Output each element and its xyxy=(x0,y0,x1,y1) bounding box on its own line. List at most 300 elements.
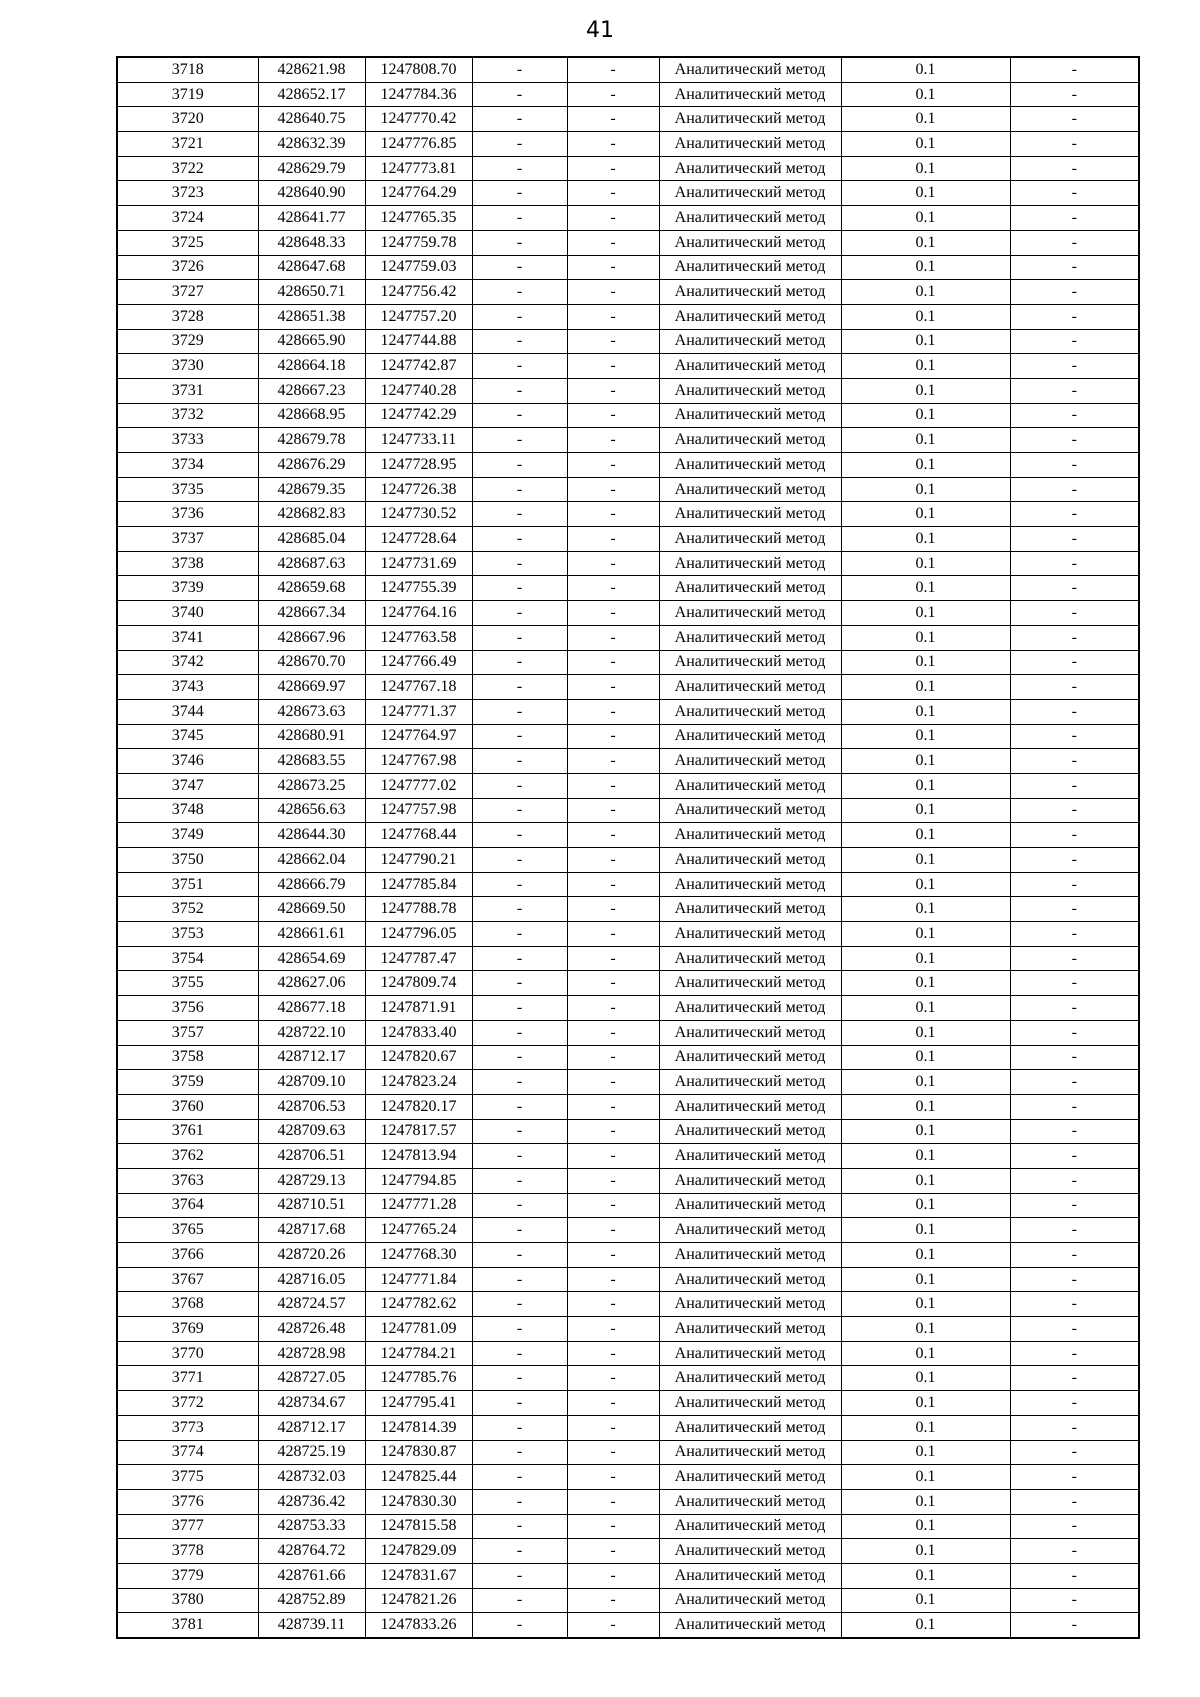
y-coordinate-cell: 1247765.35 xyxy=(365,206,472,231)
point-number-cell: 3720 xyxy=(117,107,258,132)
empty-cell-c: - xyxy=(1010,107,1139,132)
empty-cell-b: - xyxy=(567,1563,659,1588)
empty-cell-a: - xyxy=(472,675,567,700)
accuracy-cell: 0.1 xyxy=(841,922,1010,947)
x-coordinate-cell: 428679.35 xyxy=(258,477,365,502)
empty-cell-b: - xyxy=(567,1119,659,1144)
x-coordinate-cell: 428668.95 xyxy=(258,403,365,428)
point-number-cell: 3736 xyxy=(117,502,258,527)
accuracy-cell: 0.1 xyxy=(841,1489,1010,1514)
y-coordinate-cell: 1247726.38 xyxy=(365,477,472,502)
x-coordinate-cell: 428679.78 xyxy=(258,428,365,453)
method-cell: Аналитический метод xyxy=(659,946,841,971)
x-coordinate-cell: 428729.13 xyxy=(258,1168,365,1193)
method-cell: Аналитический метод xyxy=(659,1588,841,1613)
x-coordinate-cell: 428685.04 xyxy=(258,527,365,552)
empty-cell-b: - xyxy=(567,650,659,675)
method-cell: Аналитический метод xyxy=(659,1514,841,1539)
method-cell: Аналитический метод xyxy=(659,872,841,897)
empty-cell-c: - xyxy=(1010,1563,1139,1588)
accuracy-cell: 0.1 xyxy=(841,354,1010,379)
y-coordinate-cell: 1247728.95 xyxy=(365,453,472,478)
y-coordinate-cell: 1247742.29 xyxy=(365,403,472,428)
table-row xyxy=(117,872,1139,897)
y-coordinate-cell: 1247770.42 xyxy=(365,107,472,132)
method-cell: Аналитический метод xyxy=(659,897,841,922)
method-cell: Аналитический метод xyxy=(659,1391,841,1416)
accuracy-cell: 0.1 xyxy=(841,1440,1010,1465)
point-number-cell: 3721 xyxy=(117,132,258,157)
table-row xyxy=(117,107,1139,132)
x-coordinate-cell: 428683.55 xyxy=(258,749,365,774)
accuracy-cell: 0.1 xyxy=(841,798,1010,823)
table-row xyxy=(117,132,1139,157)
empty-cell-c: - xyxy=(1010,897,1139,922)
method-cell: Аналитический метод xyxy=(659,1070,841,1095)
x-coordinate-cell: 428753.33 xyxy=(258,1514,365,1539)
x-coordinate-cell: 428724.57 xyxy=(258,1292,365,1317)
x-coordinate-cell: 428621.98 xyxy=(258,57,365,82)
x-coordinate-cell: 428752.89 xyxy=(258,1588,365,1613)
point-number-cell: 3747 xyxy=(117,773,258,798)
method-cell: Аналитический метод xyxy=(659,1144,841,1169)
y-coordinate-cell: 1247830.30 xyxy=(365,1489,472,1514)
table-row xyxy=(117,181,1139,206)
point-number-cell: 3780 xyxy=(117,1588,258,1613)
empty-cell-a: - xyxy=(472,329,567,354)
accuracy-cell: 0.1 xyxy=(841,1292,1010,1317)
y-coordinate-cell: 1247825.44 xyxy=(365,1465,472,1490)
empty-cell-c: - xyxy=(1010,650,1139,675)
empty-cell-c: - xyxy=(1010,57,1139,82)
method-cell: Аналитический метод xyxy=(659,1415,841,1440)
point-number-cell: 3762 xyxy=(117,1144,258,1169)
empty-cell-b: - xyxy=(567,946,659,971)
empty-cell-c: - xyxy=(1010,527,1139,552)
empty-cell-a: - xyxy=(472,773,567,798)
point-number-cell: 3758 xyxy=(117,1045,258,1070)
empty-cell-a: - xyxy=(472,872,567,897)
x-coordinate-cell: 428710.51 xyxy=(258,1193,365,1218)
accuracy-cell: 0.1 xyxy=(841,650,1010,675)
table-row xyxy=(117,230,1139,255)
table-row xyxy=(117,625,1139,650)
method-cell: Аналитический метод xyxy=(659,1119,841,1144)
table-row xyxy=(117,57,1139,82)
y-coordinate-cell: 1247731.69 xyxy=(365,551,472,576)
empty-cell-c: - xyxy=(1010,1588,1139,1613)
table-row xyxy=(117,1267,1139,1292)
point-number-cell: 3760 xyxy=(117,1094,258,1119)
x-coordinate-cell: 428667.34 xyxy=(258,601,365,626)
empty-cell-c: - xyxy=(1010,1168,1139,1193)
point-number-cell: 3732 xyxy=(117,403,258,428)
point-number-cell: 3723 xyxy=(117,181,258,206)
method-cell: Аналитический метод xyxy=(659,1218,841,1243)
y-coordinate-cell: 1247833.26 xyxy=(365,1613,472,1638)
y-coordinate-cell: 1247764.16 xyxy=(365,601,472,626)
x-coordinate-cell: 428670.70 xyxy=(258,650,365,675)
y-coordinate-cell: 1247768.30 xyxy=(365,1243,472,1268)
y-coordinate-cell: 1247794.85 xyxy=(365,1168,472,1193)
empty-cell-b: - xyxy=(567,724,659,749)
empty-cell-b: - xyxy=(567,675,659,700)
y-coordinate-cell: 1247771.28 xyxy=(365,1193,472,1218)
point-number-cell: 3768 xyxy=(117,1292,258,1317)
method-cell: Аналитический метод xyxy=(659,724,841,749)
x-coordinate-cell: 428682.83 xyxy=(258,502,365,527)
table-row xyxy=(117,971,1139,996)
empty-cell-b: - xyxy=(567,996,659,1021)
method-cell: Аналитический метод xyxy=(659,749,841,774)
table-row xyxy=(117,1045,1139,1070)
method-cell: Аналитический метод xyxy=(659,181,841,206)
table-row xyxy=(117,897,1139,922)
empty-cell-b: - xyxy=(567,304,659,329)
empty-cell-c: - xyxy=(1010,477,1139,502)
empty-cell-c: - xyxy=(1010,1539,1139,1564)
y-coordinate-cell: 1247830.87 xyxy=(365,1440,472,1465)
y-coordinate-cell: 1247796.05 xyxy=(365,922,472,947)
method-cell: Аналитический метод xyxy=(659,107,841,132)
y-coordinate-cell: 1247815.58 xyxy=(365,1514,472,1539)
x-coordinate-cell: 428632.39 xyxy=(258,132,365,157)
point-number-cell: 3725 xyxy=(117,230,258,255)
x-coordinate-cell: 428650.71 xyxy=(258,280,365,305)
accuracy-cell: 0.1 xyxy=(841,1020,1010,1045)
x-coordinate-cell: 428734.67 xyxy=(258,1391,365,1416)
empty-cell-c: - xyxy=(1010,1020,1139,1045)
method-cell: Аналитический метод xyxy=(659,57,841,82)
empty-cell-a: - xyxy=(472,206,567,231)
accuracy-cell: 0.1 xyxy=(841,477,1010,502)
table-row xyxy=(117,724,1139,749)
method-cell: Аналитический метод xyxy=(659,576,841,601)
empty-cell-b: - xyxy=(567,773,659,798)
empty-cell-a: - xyxy=(472,1465,567,1490)
empty-cell-b: - xyxy=(567,1366,659,1391)
accuracy-cell: 0.1 xyxy=(841,848,1010,873)
method-cell: Аналитический метод xyxy=(659,230,841,255)
table-row xyxy=(117,946,1139,971)
empty-cell-b: - xyxy=(567,403,659,428)
empty-cell-a: - xyxy=(472,181,567,206)
table-row xyxy=(117,1440,1139,1465)
empty-cell-c: - xyxy=(1010,1045,1139,1070)
empty-cell-c: - xyxy=(1010,1094,1139,1119)
x-coordinate-cell: 428629.79 xyxy=(258,156,365,181)
method-cell: Аналитический метод xyxy=(659,1020,841,1045)
table-row xyxy=(117,527,1139,552)
empty-cell-c: - xyxy=(1010,996,1139,1021)
y-coordinate-cell: 1247759.78 xyxy=(365,230,472,255)
empty-cell-b: - xyxy=(567,1415,659,1440)
y-coordinate-cell: 1247767.98 xyxy=(365,749,472,774)
method-cell: Аналитический метод xyxy=(659,378,841,403)
accuracy-cell: 0.1 xyxy=(841,1366,1010,1391)
x-coordinate-cell: 428641.77 xyxy=(258,206,365,231)
x-coordinate-cell: 428648.33 xyxy=(258,230,365,255)
accuracy-cell: 0.1 xyxy=(841,1045,1010,1070)
point-number-cell: 3739 xyxy=(117,576,258,601)
empty-cell-a: - xyxy=(472,1094,567,1119)
accuracy-cell: 0.1 xyxy=(841,1168,1010,1193)
y-coordinate-cell: 1247730.52 xyxy=(365,502,472,527)
empty-cell-c: - xyxy=(1010,453,1139,478)
empty-cell-a: - xyxy=(472,724,567,749)
accuracy-cell: 0.1 xyxy=(841,527,1010,552)
point-number-cell: 3753 xyxy=(117,922,258,947)
point-number-cell: 3733 xyxy=(117,428,258,453)
empty-cell-a: - xyxy=(472,428,567,453)
x-coordinate-cell: 428677.18 xyxy=(258,996,365,1021)
table-row xyxy=(117,1465,1139,1490)
empty-cell-a: - xyxy=(472,650,567,675)
y-coordinate-cell: 1247787.47 xyxy=(365,946,472,971)
point-number-cell: 3765 xyxy=(117,1218,258,1243)
empty-cell-c: - xyxy=(1010,946,1139,971)
table-row xyxy=(117,206,1139,231)
table-row xyxy=(117,1193,1139,1218)
accuracy-cell: 0.1 xyxy=(841,1144,1010,1169)
empty-cell-c: - xyxy=(1010,848,1139,873)
empty-cell-a: - xyxy=(472,453,567,478)
empty-cell-a: - xyxy=(472,1292,567,1317)
empty-cell-c: - xyxy=(1010,378,1139,403)
table-row xyxy=(117,1292,1139,1317)
x-coordinate-cell: 428761.66 xyxy=(258,1563,365,1588)
point-number-cell: 3728 xyxy=(117,304,258,329)
empty-cell-c: - xyxy=(1010,576,1139,601)
accuracy-cell: 0.1 xyxy=(841,1341,1010,1366)
table-row xyxy=(117,1317,1139,1342)
y-coordinate-cell: 1247781.09 xyxy=(365,1317,472,1342)
empty-cell-c: - xyxy=(1010,428,1139,453)
point-number-cell: 3752 xyxy=(117,897,258,922)
method-cell: Аналитический метод xyxy=(659,354,841,379)
point-number-cell: 3743 xyxy=(117,675,258,700)
x-coordinate-cell: 428720.26 xyxy=(258,1243,365,1268)
empty-cell-c: - xyxy=(1010,724,1139,749)
empty-cell-a: - xyxy=(472,946,567,971)
point-number-cell: 3778 xyxy=(117,1539,258,1564)
method-cell: Аналитический метод xyxy=(659,1465,841,1490)
table-row xyxy=(117,675,1139,700)
accuracy-cell: 0.1 xyxy=(841,453,1010,478)
empty-cell-c: - xyxy=(1010,354,1139,379)
table-row xyxy=(117,1218,1139,1243)
y-coordinate-cell: 1247765.24 xyxy=(365,1218,472,1243)
table-row xyxy=(117,354,1139,379)
table-row xyxy=(117,403,1139,428)
empty-cell-c: - xyxy=(1010,1465,1139,1490)
empty-cell-b: - xyxy=(567,897,659,922)
x-coordinate-cell: 428722.10 xyxy=(258,1020,365,1045)
point-number-cell: 3734 xyxy=(117,453,258,478)
point-number-cell: 3767 xyxy=(117,1267,258,1292)
empty-cell-c: - xyxy=(1010,1292,1139,1317)
point-number-cell: 3771 xyxy=(117,1366,258,1391)
empty-cell-b: - xyxy=(567,502,659,527)
method-cell: Аналитический метод xyxy=(659,477,841,502)
x-coordinate-cell: 428652.17 xyxy=(258,82,365,107)
empty-cell-a: - xyxy=(472,1588,567,1613)
y-coordinate-cell: 1247771.84 xyxy=(365,1267,472,1292)
empty-cell-b: - xyxy=(567,1045,659,1070)
y-coordinate-cell: 1247813.94 xyxy=(365,1144,472,1169)
x-coordinate-cell: 428651.38 xyxy=(258,304,365,329)
empty-cell-c: - xyxy=(1010,1193,1139,1218)
point-number-cell: 3751 xyxy=(117,872,258,897)
point-number-cell: 3761 xyxy=(117,1119,258,1144)
accuracy-cell: 0.1 xyxy=(841,82,1010,107)
point-number-cell: 3781 xyxy=(117,1613,258,1638)
empty-cell-a: - xyxy=(472,82,567,107)
empty-cell-c: - xyxy=(1010,1391,1139,1416)
empty-cell-b: - xyxy=(567,971,659,996)
table-row xyxy=(117,378,1139,403)
empty-cell-c: - xyxy=(1010,280,1139,305)
accuracy-cell: 0.1 xyxy=(841,181,1010,206)
y-coordinate-cell: 1247782.62 xyxy=(365,1292,472,1317)
empty-cell-b: - xyxy=(567,749,659,774)
x-coordinate-cell: 428640.90 xyxy=(258,181,365,206)
table-row xyxy=(117,1366,1139,1391)
y-coordinate-cell: 1247821.26 xyxy=(365,1588,472,1613)
empty-cell-a: - xyxy=(472,1440,567,1465)
empty-cell-c: - xyxy=(1010,1317,1139,1342)
point-number-cell: 3754 xyxy=(117,946,258,971)
empty-cell-a: - xyxy=(472,1613,567,1638)
empty-cell-a: - xyxy=(472,971,567,996)
y-coordinate-cell: 1247766.49 xyxy=(365,650,472,675)
empty-cell-b: - xyxy=(567,107,659,132)
accuracy-cell: 0.1 xyxy=(841,329,1010,354)
empty-cell-a: - xyxy=(472,823,567,848)
empty-cell-c: - xyxy=(1010,304,1139,329)
empty-cell-b: - xyxy=(567,1539,659,1564)
empty-cell-a: - xyxy=(472,230,567,255)
accuracy-cell: 0.1 xyxy=(841,699,1010,724)
point-number-cell: 3775 xyxy=(117,1465,258,1490)
empty-cell-b: - xyxy=(567,1465,659,1490)
empty-cell-b: - xyxy=(567,1243,659,1268)
table-row xyxy=(117,798,1139,823)
x-coordinate-cell: 428764.72 xyxy=(258,1539,365,1564)
y-coordinate-cell: 1247757.98 xyxy=(365,798,472,823)
point-number-cell: 3726 xyxy=(117,255,258,280)
table-row xyxy=(117,1415,1139,1440)
method-cell: Аналитический метод xyxy=(659,527,841,552)
point-number-cell: 3727 xyxy=(117,280,258,305)
empty-cell-b: - xyxy=(567,1391,659,1416)
table-row xyxy=(117,823,1139,848)
point-number-cell: 3756 xyxy=(117,996,258,1021)
accuracy-cell: 0.1 xyxy=(841,996,1010,1021)
x-coordinate-cell: 428662.04 xyxy=(258,848,365,873)
empty-cell-b: - xyxy=(567,453,659,478)
y-coordinate-cell: 1247740.28 xyxy=(365,378,472,403)
empty-cell-b: - xyxy=(567,255,659,280)
accuracy-cell: 0.1 xyxy=(841,1070,1010,1095)
method-cell: Аналитический метод xyxy=(659,625,841,650)
empty-cell-b: - xyxy=(567,551,659,576)
y-coordinate-cell: 1247785.76 xyxy=(365,1366,472,1391)
y-coordinate-cell: 1247823.24 xyxy=(365,1070,472,1095)
empty-cell-b: - xyxy=(567,181,659,206)
empty-cell-c: - xyxy=(1010,132,1139,157)
accuracy-cell: 0.1 xyxy=(841,724,1010,749)
empty-cell-c: - xyxy=(1010,1070,1139,1095)
method-cell: Аналитический метод xyxy=(659,1094,841,1119)
y-coordinate-cell: 1247763.58 xyxy=(365,625,472,650)
empty-cell-b: - xyxy=(567,848,659,873)
table-row xyxy=(117,650,1139,675)
empty-cell-b: - xyxy=(567,1514,659,1539)
table-row xyxy=(117,1489,1139,1514)
x-coordinate-cell: 428667.96 xyxy=(258,625,365,650)
y-coordinate-cell: 1247757.20 xyxy=(365,304,472,329)
y-coordinate-cell: 1247831.67 xyxy=(365,1563,472,1588)
method-cell: Аналитический метод xyxy=(659,428,841,453)
x-coordinate-cell: 428669.50 xyxy=(258,897,365,922)
y-coordinate-cell: 1247820.67 xyxy=(365,1045,472,1070)
empty-cell-a: - xyxy=(472,304,567,329)
empty-cell-a: - xyxy=(472,1539,567,1564)
method-cell: Аналитический метод xyxy=(659,1045,841,1070)
accuracy-cell: 0.1 xyxy=(841,255,1010,280)
x-coordinate-cell: 428647.68 xyxy=(258,255,365,280)
empty-cell-a: - xyxy=(472,378,567,403)
table-row xyxy=(117,848,1139,873)
empty-cell-c: - xyxy=(1010,675,1139,700)
accuracy-cell: 0.1 xyxy=(841,206,1010,231)
empty-cell-c: - xyxy=(1010,1218,1139,1243)
method-cell: Аналитический метод xyxy=(659,1366,841,1391)
empty-cell-b: - xyxy=(567,329,659,354)
table-row xyxy=(117,601,1139,626)
y-coordinate-cell: 1247777.02 xyxy=(365,773,472,798)
empty-cell-b: - xyxy=(567,280,659,305)
point-number-cell: 3763 xyxy=(117,1168,258,1193)
empty-cell-a: - xyxy=(472,1366,567,1391)
method-cell: Аналитический метод xyxy=(659,206,841,231)
table-row xyxy=(117,1341,1139,1366)
method-cell: Аналитический метод xyxy=(659,601,841,626)
accuracy-cell: 0.1 xyxy=(841,428,1010,453)
empty-cell-a: - xyxy=(472,551,567,576)
table-row xyxy=(117,477,1139,502)
method-cell: Аналитический метод xyxy=(659,551,841,576)
x-coordinate-cell: 428709.63 xyxy=(258,1119,365,1144)
accuracy-cell: 0.1 xyxy=(841,57,1010,82)
table-row xyxy=(117,156,1139,181)
table-row xyxy=(117,551,1139,576)
empty-cell-a: - xyxy=(472,1341,567,1366)
accuracy-cell: 0.1 xyxy=(841,1514,1010,1539)
empty-cell-c: - xyxy=(1010,749,1139,774)
accuracy-cell: 0.1 xyxy=(841,749,1010,774)
empty-cell-b: - xyxy=(567,1168,659,1193)
accuracy-cell: 0.1 xyxy=(841,230,1010,255)
point-number-cell: 3724 xyxy=(117,206,258,231)
method-cell: Аналитический метод xyxy=(659,132,841,157)
method-cell: Аналитический метод xyxy=(659,453,841,478)
y-coordinate-cell: 1247795.41 xyxy=(365,1391,472,1416)
point-number-cell: 3774 xyxy=(117,1440,258,1465)
table-row xyxy=(117,255,1139,280)
method-cell: Аналитический метод xyxy=(659,1563,841,1588)
